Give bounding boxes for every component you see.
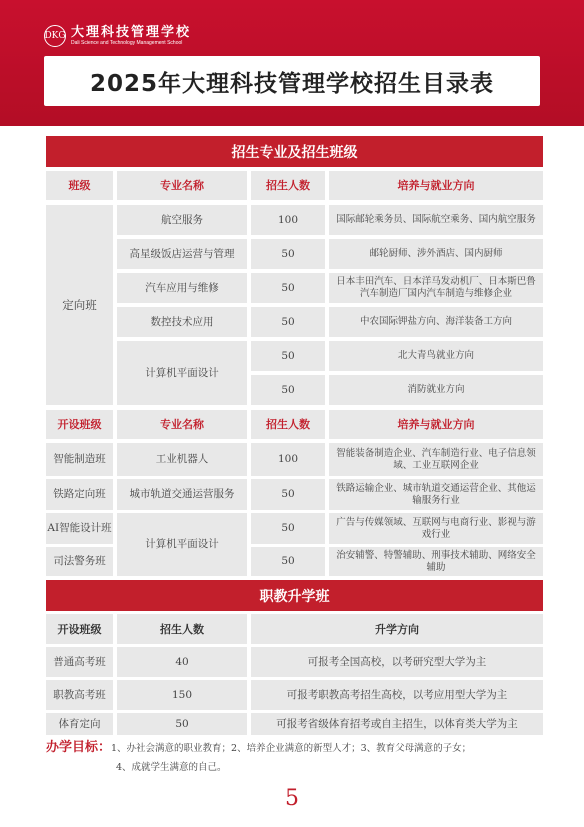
section1-title: 招生专业及招生班级 <box>46 136 543 167</box>
s3-row2-class: 职教高考班 <box>46 680 113 710</box>
s2-header-major: 专业名称 <box>117 410 247 439</box>
header-banner <box>0 0 584 126</box>
s2-row4-direction: 治安辅警、特警辅助、刑事技术辅助、网络安全辅助 <box>329 547 543 576</box>
s3-row3-class: 体育定向 <box>46 713 113 735</box>
s1-row1-count: 100 <box>251 205 325 235</box>
s1-row4-count: 50 <box>251 307 325 337</box>
s1-row1-direction: 国际邮轮乘务员、国际航空乘务、国内航空服务 <box>329 205 543 235</box>
s1-row5-direction: 北大青鸟就业方向 <box>329 341 543 371</box>
s3-row1-class: 普通高考班 <box>46 647 113 677</box>
goals-line2: 4、成就学生满意的自己。 <box>116 762 227 773</box>
school-goals <box>46 738 556 777</box>
s1-header-major: 专业名称 <box>117 171 247 200</box>
s1-row4-direction: 中农国际钾盐方向、海洋装备工方向 <box>329 307 543 337</box>
s1-row6-count: 50 <box>251 375 325 405</box>
s2-row2-class: 铁路定向班 <box>46 479 113 510</box>
s2-header-class: 开设班级 <box>46 410 113 439</box>
s3-row3-count: 50 <box>117 713 247 735</box>
s1-row1-major: 航空服务 <box>117 205 247 235</box>
s1-row6-direction: 消防就业方向 <box>329 375 543 405</box>
s2-row4-count: 50 <box>251 547 325 576</box>
s3-row2-direction: 可报考职教高考招生高校，以考应用型大学为主 <box>251 680 543 710</box>
s3-header-count: 招生人数 <box>117 614 247 644</box>
s3-row3-direction: 可报考省级体育招考或自主招生，以体育类大学为主 <box>251 713 543 735</box>
school-name-en: Dali Science and Technology Management School <box>71 39 183 46</box>
s2-row3-major: 计算机平面设计 <box>117 513 247 576</box>
s3-header-direction: 升学方向 <box>251 614 543 644</box>
s2-row2-direction: 铁路运输企业、城市轨道交通运营企业、其他运输服务行业 <box>329 479 543 510</box>
s1-header-count: 招生人数 <box>251 171 325 200</box>
s2-row3-direction: 广告与传媒领域、互联网与电商行业、影视与游戏行业 <box>329 513 543 544</box>
group-label-dingxiang: 定向班 <box>46 205 113 405</box>
goals-line1: 1、办社会满意的职业教育；2、培养企业满意的新型人才；3、教育父母满意的子女； <box>111 743 472 754</box>
s2-row1-direction: 智能装备制造企业、汽车制造行业、电子信息领域、工业互联网企业 <box>329 443 543 476</box>
s1-row4-major: 数控技术应用 <box>117 307 247 337</box>
s2-row1-major: 工业机器人 <box>117 443 247 476</box>
school-logo <box>44 22 191 50</box>
s1-row2-count: 50 <box>251 239 325 269</box>
logo-emblem: DKG <box>44 25 66 47</box>
s3-row1-count: 40 <box>117 647 247 677</box>
s2-row2-major: 城市轨道交通运营服务 <box>117 479 247 510</box>
s2-row3-count: 50 <box>251 513 325 544</box>
s3-row2-count: 150 <box>117 680 247 710</box>
s1-row5-count: 50 <box>251 341 325 371</box>
s1-row5-major: 计算机平面设计 <box>117 341 247 405</box>
s1-header-class: 班级 <box>46 171 113 200</box>
title-card <box>44 56 540 106</box>
s2-row1-count: 100 <box>251 443 325 476</box>
s2-header-count: 招生人数 <box>251 410 325 439</box>
s1-row3-direction: 日本丰田汽车、日本洋马发动机厂、日本斯巴鲁汽车制造厂国内汽车制造与维修企业 <box>329 273 543 303</box>
s2-row4-class: 司法警务班 <box>46 547 113 576</box>
s2-row1-class: 智能制造班 <box>46 443 113 476</box>
school-name: 大理科技管理学校 <box>71 24 192 40</box>
page-title: 2025年大理科技管理学校招生目录表 <box>89 70 494 97</box>
s3-row1-direction: 可报考全国高校，以考研究型大学为主 <box>251 647 543 677</box>
s1-row2-major: 高星级饭店运营与管理 <box>117 239 247 269</box>
goals-label: 办学目标： <box>46 740 112 755</box>
s2-row3-class: AI智能设计班 <box>46 513 113 544</box>
s1-row2-direction: 邮轮厨师、涉外酒店、国内厨师 <box>329 239 543 269</box>
s1-row3-major: 汽车应用与维修 <box>117 273 247 303</box>
s2-header-direction: 培养与就业方向 <box>329 410 543 439</box>
s1-row3-count: 50 <box>251 273 325 303</box>
s1-header-direction: 培养与就业方向 <box>329 171 543 200</box>
page-number: 5 <box>285 786 299 811</box>
section3-title: 职教升学班 <box>46 580 543 611</box>
s2-row2-count: 50 <box>251 479 325 510</box>
s3-header-class: 开设班级 <box>46 614 113 644</box>
